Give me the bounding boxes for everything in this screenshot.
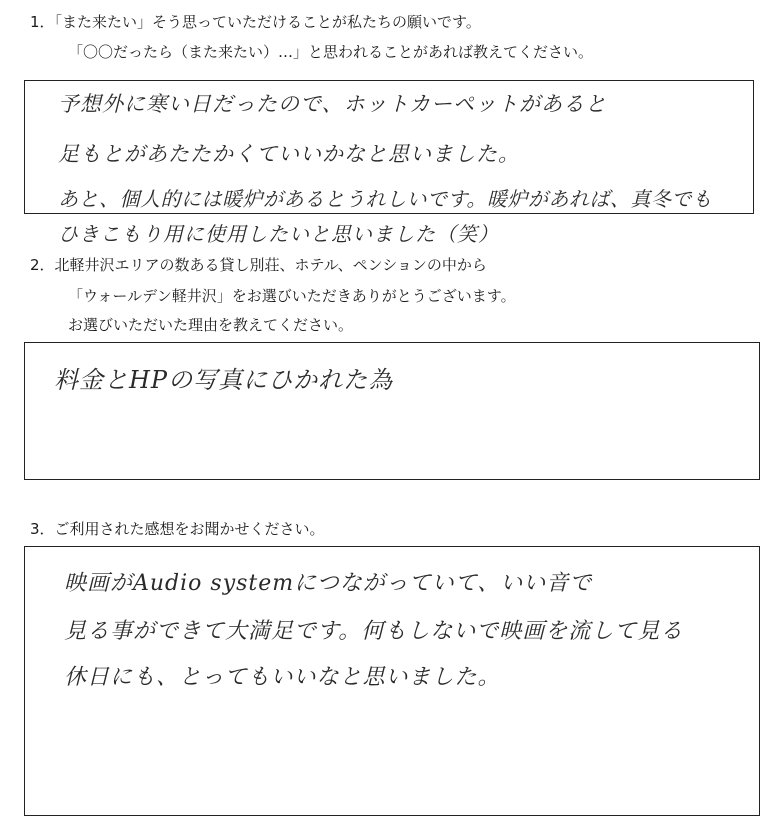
- question-2-line-3: お選びいただいた理由を教えてください。: [68, 316, 354, 334]
- answer-3-line-2: 見る事ができて大満足です。何もしないで映画を流して見る: [64, 619, 684, 644]
- question-1-line-2: 「〇〇だったら（また来たい）…」と思われることがあれば教えてください。: [68, 43, 594, 61]
- question-1-line-1: 1．「また来たい」そう思っていただけることが私たちの願いです。: [30, 13, 481, 31]
- answer-2-line-1: 料金とHPの写真にひかれた為: [54, 366, 394, 394]
- question-2-line-2: 「ウォールデン軽井沢」をお選びいただきありがとうございます。: [68, 287, 516, 305]
- answer-1-line-3: あと、個人的には暖炉があるとうれしいです。暖炉があれば、真冬でも: [58, 187, 713, 211]
- answer-1-line-2: 足もとがあたたかくていいかなと思いました。: [58, 142, 520, 166]
- question-2-line-1: 2．北軽井沢エリアの数ある貸し別荘、ホテル、ペンションの中から: [30, 256, 487, 274]
- answer-3-line-3: 休日にも、とってもいいなと思いました。: [64, 665, 501, 690]
- answer-3-line-1: 映画がAudio systemにつながっていて、いい音で: [64, 571, 593, 596]
- answer-1-line-1: 予想外に寒い日だったので、ホットカーペットがあると: [58, 92, 607, 116]
- question-3-line-1: 3．ご利用された感想をお聞かせください。: [30, 520, 325, 538]
- answer-1-line-4: ひきこもり用に使用したいと思いました（笑）: [58, 222, 499, 246]
